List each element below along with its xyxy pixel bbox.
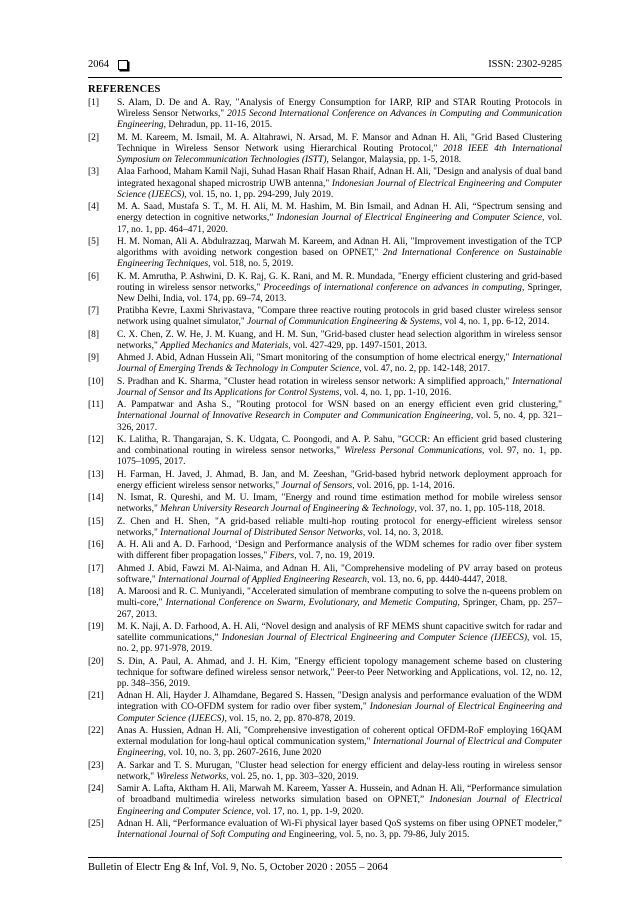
reference-text bbox=[117, 784, 562, 818]
reference-segment: Ahmed J. Abid, Fawzi M. Al-Naima, and Adnan H. Ali, "Comprehensive modeling of PV array based on proteus software," bbox=[117, 563, 562, 585]
reference-number: [4] bbox=[88, 202, 100, 213]
reference-venue: Journal of Sensors bbox=[281, 480, 353, 491]
square-box-icon bbox=[118, 60, 128, 70]
reference-segment: , vol. 10, no. 3, pp. 2607-2616, June 2020 bbox=[163, 748, 322, 759]
page-footer: Bulletin of Electr Eng & Inf, Vol. 9, No. 5, October 2020 : 2055 – 2064 bbox=[88, 862, 388, 873]
reference-number: [11] bbox=[88, 400, 104, 411]
reference-text bbox=[117, 202, 562, 236]
reference-segment: K. Lalitha, R. Thangarajan, S. K. Udgata, C. Poongodi, and A. P. Sahu, "GCCR: An efficient grid based clustering and combinational routing in wireless sensor networks," bbox=[117, 434, 562, 457]
reference-segment: H. Farman, H. Javed, J. Ahmad, B. Jan, and M. Zeeshan, "Grid-based hybrid network deployment approach for energy efficient wireless sensor networks," bbox=[117, 469, 562, 491]
reference-item bbox=[88, 540, 562, 562]
reference-segment: , vol. 47, no. 2, pp. 142-148, 2017. bbox=[359, 364, 491, 375]
reference-segment: Alaa Farhood, Maham Kamil Naji, Suhad Hasan Rhaif Hasan Rhaif, Adnan H. Ali, "Design and analysis of dual band integrated hexagonal shaped microstrip UWB antenna," bbox=[117, 167, 562, 189]
reference-venue: Indonesian Journal of Electrical Engineering and Computer Science bbox=[276, 213, 543, 224]
reference-segment: , vol. 5, no. 4, pp. 321–326, 2017. bbox=[117, 411, 562, 433]
reference-item bbox=[88, 306, 562, 328]
reference-number: [24] bbox=[88, 784, 104, 795]
reference-number: [15] bbox=[88, 516, 104, 527]
reference-segment: H. M. Noman, Ali A. Abdulrazzaq, Marwah M. Kareem, and Adnan H. Ali, "Improvement investigation of the TCP algorithms with avoiding network congestion based on OPNET," bbox=[117, 236, 562, 259]
reference-number: [13] bbox=[88, 469, 104, 480]
reference-segment: M. A. Saad, Mustafa S. T., M. H. Ali, M. M. Hashim, M. Bin Ismail, and Adnan H. Ali, “Spectrum sensing and energy detection in cognitive networks,” bbox=[117, 202, 562, 224]
reference-venue: Journal of Communication Engineering & Systems bbox=[247, 317, 440, 328]
footer-divider bbox=[88, 857, 562, 858]
reference-text bbox=[117, 587, 562, 621]
reference-segment: , vol. 14, no. 3, 2018. bbox=[362, 527, 444, 538]
reference-venue: Mehran University Research Journal of Engineering & Technology bbox=[160, 504, 415, 515]
reference-text bbox=[117, 272, 562, 306]
reference-text bbox=[117, 517, 562, 539]
reference-segment: N. Ismat, R. Qureshi, and M. U. Imam, "Energy and round time estimation method for mobile wireless sensor networks," bbox=[117, 493, 562, 515]
reference-segment: S. Pradhan and K. Sharma, "Cluster head rotation in wireless sensor network: A simplified approach," bbox=[117, 376, 513, 387]
page-number: 2064 bbox=[88, 59, 109, 70]
reference-item bbox=[88, 167, 562, 201]
reference-text bbox=[117, 237, 562, 271]
reference-item bbox=[88, 353, 562, 375]
reference-segment: , Springer, New Delhi, India, vol. 174, pp. 69–74, 2013. bbox=[117, 282, 563, 304]
reference-venue: 2018 IEEE 4th International Symposium on Telecommunication Technologies (ISTT) bbox=[117, 143, 562, 166]
issn: ISSN: 2302-9285 bbox=[488, 59, 562, 70]
reference-number: [21] bbox=[88, 691, 104, 702]
reference-text bbox=[117, 353, 562, 375]
reference-item bbox=[88, 819, 562, 841]
reference-segment: A. Pampatwar and Asha S., "Routing protocol for WSN based on an energy efficient even grid clustering," bbox=[117, 400, 562, 411]
reference-text bbox=[117, 493, 562, 515]
reference-segment: , vol. 15, no. 2, pp. 971-978, 2019. bbox=[117, 633, 563, 655]
reference-number: [2] bbox=[88, 132, 100, 143]
reference-number: [1] bbox=[88, 98, 100, 108]
reference-venue: 2015 Second International Conference on Advances in Computing and Communication Engineering bbox=[117, 109, 562, 131]
reference-venue: International Conference on Swarm, Evolutionary, and Memetic Computing bbox=[165, 598, 458, 609]
reference-venue: Fibers bbox=[269, 551, 295, 562]
reference-text bbox=[117, 435, 562, 469]
reference-venue: Indonesian Journal of Electrical Engineering and Computer Science (IJEECS) bbox=[221, 633, 527, 644]
reference-venue: Indonesian Journal of Electrical Engineering and Computer Science (IJEECS) bbox=[117, 178, 562, 200]
reference-number: [22] bbox=[88, 725, 104, 736]
reference-segment: , vol. 13, no. 6, pp. 4440-4447, 2018. bbox=[366, 574, 508, 585]
reference-number: [12] bbox=[88, 434, 104, 445]
reference-text bbox=[117, 133, 562, 167]
reference-item bbox=[88, 657, 562, 691]
reference-number: [9] bbox=[88, 353, 100, 364]
reference-segment: , Dehradun, pp. 11-16, 2015. bbox=[163, 120, 273, 131]
reference-number: [18] bbox=[88, 587, 104, 598]
reference-segment: Adnan H. Ali, Hayder J. Alhamdane, Begared S. Hassen, "Design analysis and performance evaluation of the WDM integration with CO-OFDM system for radio over fiber system," bbox=[117, 691, 562, 713]
reference-text bbox=[117, 330, 562, 352]
reference-venue: International Journal of Emerging Trends & Technology in Computer Science bbox=[117, 353, 562, 375]
reference-segment: Pratibha Kevre, Laxmi Shrivastava, "Compare three reactive routing protocols in grid based cluster wireless sensor network using qualnet simulator," bbox=[117, 306, 562, 328]
section-title: REFERENCES bbox=[88, 84, 161, 95]
reference-venue: International Journal of Applied Engineering Research bbox=[158, 574, 367, 585]
page-header bbox=[88, 59, 562, 75]
reference-item bbox=[88, 98, 562, 132]
reference-number: [25] bbox=[88, 818, 104, 829]
reference-item bbox=[88, 237, 562, 271]
reference-segment: , vol. 518, no. 5, 2019. bbox=[208, 259, 294, 270]
reference-venue: International Journal of Sensor and Its Applications for Control Systems bbox=[117, 376, 562, 398]
reference-segment: , Selangor, Malaysia, pp. 1-5, 2018. bbox=[326, 155, 462, 166]
reference-segment: Engineering, vol. 5, no. 3, pp. 79-86, July 2015. bbox=[286, 830, 470, 841]
reference-venue: Wireless Personal Communications bbox=[344, 446, 483, 457]
reference-segment: , vol. 17, no. 1, pp. 464–471, 2020. bbox=[117, 213, 562, 235]
reference-text bbox=[117, 98, 562, 132]
reference-item bbox=[88, 470, 562, 492]
reference-segment: A. Sarkar and T. S. Murugan, "Cluster head selection for energy efficient and delay-less routing in wireless sensor network," bbox=[117, 760, 562, 782]
reference-number: [14] bbox=[88, 493, 104, 504]
reference-text bbox=[117, 306, 562, 328]
reference-item bbox=[88, 493, 562, 515]
reference-segment: , vol. 15, no. 2, pp. 870-878, 2019. bbox=[224, 713, 356, 724]
reference-text bbox=[117, 691, 562, 725]
reference-item bbox=[88, 622, 562, 656]
reference-segment: A. H. Ali and A. D. Farhood, ‘Design and Performance analysis of the WDM schemes for radio over fiber system with different fiber propagation losses," bbox=[117, 540, 562, 562]
reference-text bbox=[117, 726, 562, 760]
reference-list bbox=[88, 98, 562, 842]
reference-text bbox=[117, 377, 562, 399]
reference-item bbox=[88, 435, 562, 469]
reference-item bbox=[88, 272, 562, 306]
reference-segment: A. Maroosi and R. C. Muniyandi, "Accelerated simulation of membrane computing to solve the n-queens problem on multi-core," bbox=[117, 587, 562, 609]
reference-number: [16] bbox=[88, 540, 104, 551]
reference-venue: International Journal of Soft Computing and bbox=[117, 830, 287, 841]
reference-segment: , vol. 427-429, pp. 1497-1501, 2013. bbox=[288, 340, 428, 351]
reference-item bbox=[88, 400, 562, 434]
reference-segment: K. M. Amrutha, P. Ashwini, D. K. Raj, G. K. Rani, and M. R. Mundada, "Energy efficient clustering and grid-based routing in wireless sensor networks," bbox=[117, 271, 562, 293]
reference-venue: International Journal of Innovative Research in Computer and Communication Engineering bbox=[117, 411, 471, 422]
reference-item bbox=[88, 330, 562, 352]
reference-segment: S. Alam, D. De and A. Ray, "Analysis of Energy Consumption for IARP, RIP and STAR Routing Protocols in Wireless Sensor Networks," bbox=[117, 98, 562, 120]
reference-segment: , vol. 25, no. 1, pp. 303–320, 2019. bbox=[226, 771, 359, 782]
reference-segment: M. M. Kareem, M. Ismail, M. A. Altahrawi, N. Arsad, M. F. Mansor and Adnan H. Ali, "Grid Based Clustering Technique in Wireless Sensor Network using Hierarchical Routing Protocol," bbox=[117, 132, 562, 154]
reference-item bbox=[88, 587, 562, 621]
reference-item bbox=[88, 761, 562, 783]
reference-number: [6] bbox=[88, 271, 100, 282]
reference-segment: S. Din, A. Paul, A. Ahmad, and J. H. Kim, "Energy efficient topology management scheme based on clustering technique for software defined wireless sensor network," Peer-to Peer Networking and Applications, vol. 12, no. 12, pp. 348–356, 2019. bbox=[117, 656, 562, 689]
reference-segment: , vol. 17, no. 1, pp. 1-9, 2020. bbox=[251, 806, 364, 817]
reference-segment: C. X. Chen, Z. W. He, J. M. Kuang, and H. M. Sun, "Grid-based cluster head selection algorithm in wireless sensor networks," bbox=[117, 329, 562, 351]
reference-segment: M. K. Naji, A. D. Farhood, A. H. Ali, “Novel design and analysis of RF MEMS shunt capacitive switch for radar and satellite communications,” bbox=[117, 621, 562, 644]
reference-venue: Indonesian Journal of Electrical Engineering and Computer Science bbox=[117, 795, 562, 817]
reference-item bbox=[88, 784, 562, 818]
reference-item bbox=[88, 133, 562, 167]
reference-venue: Indonesian Journal of Electrical Engineering and Computer Science (IJEECS) bbox=[117, 702, 562, 724]
reference-number: [8] bbox=[88, 329, 100, 340]
reference-item bbox=[88, 517, 562, 539]
reference-venue: International Journal of Electrical and Computer Engineering bbox=[117, 737, 563, 759]
reference-segment: Samir A. Lafta, Aktham H. Ali, Marwah M. Kareem, Yasser A. Hussein, and Adnan H. Ali, “Performance simulation of broadband multimedia wireless networks simulation based on OPNET,” bbox=[117, 784, 562, 806]
reference-text bbox=[117, 470, 562, 492]
reference-segment: , vol. 37, no. 1, pp. 105-118, 2018. bbox=[414, 504, 545, 515]
reference-segment: , Springer, Cham, pp. 257–267, 2013. bbox=[117, 598, 562, 620]
reference-number: [20] bbox=[88, 656, 104, 667]
reference-venue: Wireless Networks bbox=[156, 771, 227, 782]
reference-number: [19] bbox=[88, 621, 104, 632]
reference-item bbox=[88, 377, 562, 399]
reference-segment: , vol. 97, no. 1, pp. 1075–1095, 2017. bbox=[117, 446, 562, 468]
reference-text bbox=[117, 564, 562, 586]
reference-item bbox=[88, 202, 562, 236]
reference-segment: Anas A. Hussien, Adnan H. Ali, "Comprehensive investigation of coherent optical OFDM-RoF employing 16QAM external modulation for long-haul optical communication system," bbox=[117, 725, 562, 748]
reference-venue: 2nd International Conference on Sustainable Engineering Techniques bbox=[117, 248, 562, 270]
reference-text bbox=[117, 819, 562, 841]
reference-text bbox=[117, 167, 562, 201]
reference-segment: , vol 4, no. 1, pp. 6-12, 2014. bbox=[439, 317, 550, 328]
reference-text bbox=[117, 657, 562, 691]
reference-number: [7] bbox=[88, 306, 100, 317]
reference-segment: , vol. 2016, pp. 1-14, 2016. bbox=[352, 480, 455, 491]
reference-text bbox=[117, 622, 562, 656]
header-divider bbox=[88, 77, 562, 78]
reference-number: [23] bbox=[88, 760, 104, 771]
reference-segment: , vol. 4, no. 1, pp. 1-10, 2016. bbox=[339, 387, 452, 398]
reference-segment: Adnan H. Ali, “Performance evaluation of Wi-Fi physical layer based QoS systems on fiber using OPNET modeler,” bbox=[117, 818, 562, 829]
reference-segment: , vol. 15, no. 1, pp. 294-299, July 2019. bbox=[184, 189, 334, 200]
reference-number: [10] bbox=[88, 376, 104, 387]
reference-text bbox=[117, 400, 562, 434]
reference-number: [17] bbox=[88, 563, 104, 574]
reference-item bbox=[88, 726, 562, 760]
reference-number: [5] bbox=[88, 236, 100, 247]
reference-item bbox=[88, 564, 562, 586]
reference-segment: Ahmed J. Abid, Adnan Hussein Ali, "Smart monitoring of the consumption of home electrical energy," bbox=[117, 353, 513, 364]
reference-segment: Z. Chen and H. Shen, "A grid-based reliable multi-hop routing protocol for energy-efficient wireless sensor networks," bbox=[117, 516, 562, 538]
reference-venue: Applied Mechanics and Materials bbox=[160, 340, 289, 351]
reference-number: [3] bbox=[88, 167, 100, 178]
reference-segment: , vol. 7, no. 19, 2019. bbox=[294, 551, 375, 562]
reference-venue: Proceedings of international conference on advances in computing bbox=[263, 282, 522, 293]
reference-text bbox=[117, 540, 562, 562]
reference-item bbox=[88, 691, 562, 725]
reference-text bbox=[117, 761, 562, 783]
reference-venue: International Journal of Distributed Sensor Networks bbox=[160, 527, 363, 538]
